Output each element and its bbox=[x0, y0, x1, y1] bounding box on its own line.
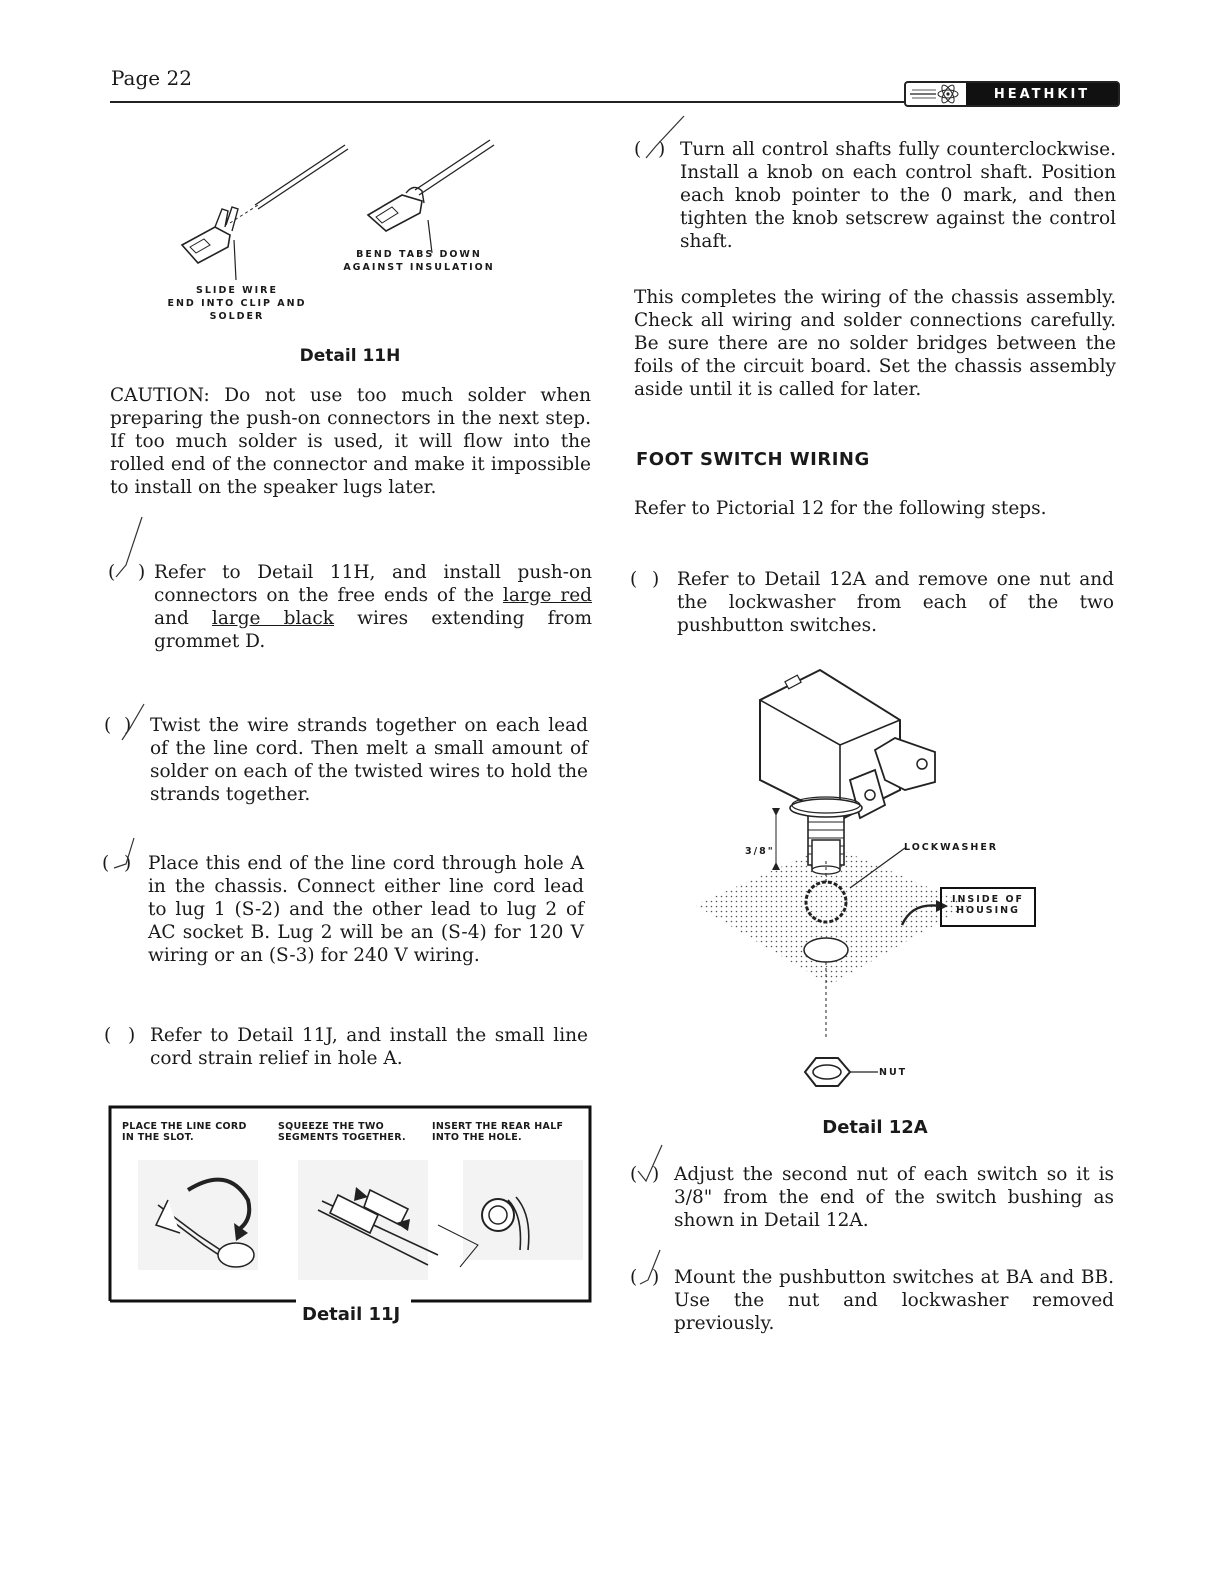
label-dimension: 3/8" bbox=[745, 846, 775, 857]
step-checkbox[interactable]: ( ) bbox=[104, 714, 144, 738]
step-checkbox[interactable]: ( ) bbox=[104, 1025, 136, 1046]
step-text: Refer to Detail 12A and remove one nut and the lockwasher from each of the two pushbutton switches. bbox=[677, 569, 1114, 636]
step-underline-red: large red bbox=[502, 585, 592, 606]
brand-wordmark: HEATHKIT bbox=[966, 83, 1118, 105]
completion-paragraph: This completes the wiring of the chassis assembly. Check all wiring and solder connections carefully. Be sure there are no solder bridges between the foils of the circuit board. Set the chassis assembly aside until it is called for later. bbox=[634, 287, 1116, 400]
step-checkbox[interactable]: ( ) bbox=[102, 852, 142, 876]
step-place-line-cord bbox=[102, 852, 584, 967]
detail-11h-caption: Detail 11H bbox=[299, 346, 401, 366]
step-remove-nut bbox=[630, 568, 1114, 637]
step-text-b: and bbox=[154, 608, 212, 629]
step-underline-black: large black bbox=[211, 608, 334, 629]
detail-12a-caption: Detail 12A bbox=[822, 1117, 928, 1138]
step-text: Adjust the second nut of each switch so it is 3/8" from the end of the switch bushing as shown in Detail 12A. bbox=[674, 1164, 1114, 1231]
label-bend-tabs: BEND TABS DOWN AGAINST INSULATION bbox=[343, 249, 495, 273]
step-checkbox[interactable]: ( ) bbox=[630, 1163, 670, 1187]
detail-11j-caption: Detail 11J bbox=[302, 1304, 401, 1325]
label-lockwasher: LOCKWASHER bbox=[904, 842, 999, 853]
atom-logo-icon bbox=[906, 83, 966, 105]
step-text: Turn all control shafts fully counterclockwise. Install a knob on each control shaft. Position each knob pointer to the 0 mark, and then tighten the knob setscrew against the control shaft. bbox=[680, 139, 1116, 252]
label-nut: NUT bbox=[879, 1067, 908, 1078]
label-inside-housing: INSIDE OF HOUSING bbox=[951, 894, 1025, 916]
step-checkbox[interactable]: ( ) bbox=[630, 1266, 670, 1290]
detail-12a-figure bbox=[690, 660, 1050, 1090]
panel-label-1: PLACE THE LINE CORD IN THE SLOT. bbox=[122, 1121, 247, 1143]
page-number: Page 22 bbox=[111, 66, 192, 90]
detail-11j-box bbox=[108, 1105, 592, 1325]
step-checkbox[interactable]: ( ) bbox=[108, 561, 148, 585]
step-text: Refer to Detail 11J, and install the small line cord strain relief in hole A. bbox=[150, 1025, 588, 1069]
step-turn-shafts bbox=[634, 138, 1116, 253]
section-intro: Refer to Pictorial 12 for the following steps. bbox=[634, 498, 1047, 519]
step-checkbox[interactable]: ( ) bbox=[634, 138, 674, 162]
step-text: Twist the wire strands together on each lead of the line cord. Then melt a small amount of solder on each of the twisted wires to hold the strands together. bbox=[150, 715, 588, 805]
section-heading: FOOT SWITCH WIRING bbox=[636, 449, 870, 470]
brand-logo bbox=[904, 81, 1120, 107]
step-twist-wires bbox=[104, 714, 588, 806]
step-text-c: wires extending from grommet D. bbox=[154, 608, 592, 652]
step-text: Mount the pushbutton switches at BA and BB. Use the nut and lockwasher removed previously. bbox=[674, 1267, 1114, 1334]
panel-label-3: INSERT THE REAR HALF INTO THE HOLE. bbox=[432, 1121, 564, 1143]
step-mount-switches bbox=[630, 1266, 1114, 1335]
step-checkbox[interactable]: ( ) bbox=[630, 569, 660, 590]
step-install-push-on bbox=[108, 561, 592, 653]
step-adjust-nut bbox=[630, 1163, 1114, 1232]
label-slide-wire: SLIDE WIRE END INTO CLIP AND SOLDER bbox=[167, 285, 307, 322]
panel-label-2: SQUEEZE THE TWO SEGMENTS TOGETHER. bbox=[278, 1121, 406, 1143]
step-text: Place this end of the line cord through hole A in the chassis. Connect either line cord lead to lug 1 (S-2) and the other lead to lug 2 of AC socket B. Lug 2 will be an (S-4) for 120 V wiring or an (S-3) for 240 V wiring. bbox=[148, 853, 584, 966]
caution-paragraph: CAUTION: Do not use too much solder when preparing the push-on connectors in the next step. If too much solder is used, it will flow into the rolled end of the connector and make it impossible to install on the speaker lugs later. bbox=[110, 385, 591, 498]
step-text-a: Refer to Detail 11H, and install push-on connectors on the free ends of the bbox=[154, 562, 592, 606]
step-strain-relief bbox=[104, 1024, 588, 1070]
